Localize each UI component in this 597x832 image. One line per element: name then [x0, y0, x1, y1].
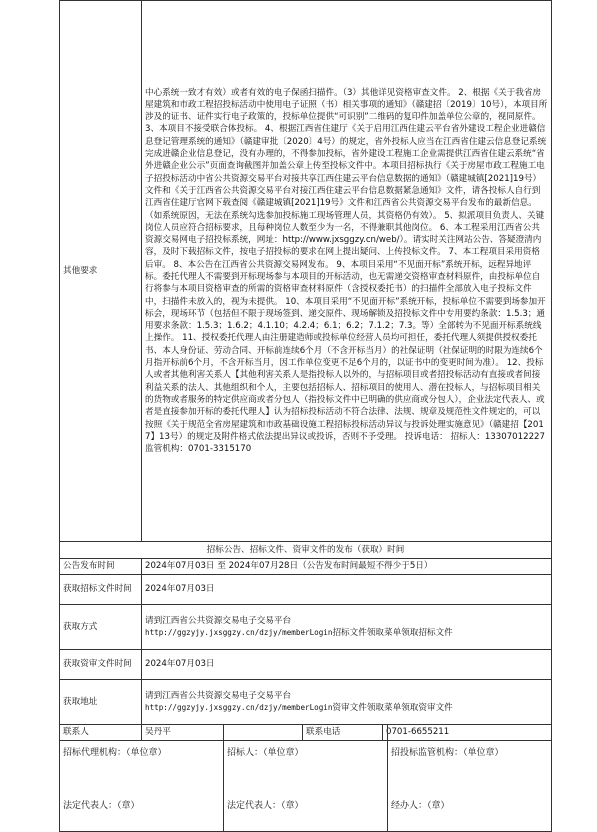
legal-rep-seal-2: 法定代表人：（章） — [224, 778, 388, 832]
prequal-addr-value — [142, 680, 552, 725]
section-header-row — [60, 542, 552, 559]
prequal-url-link[interactable]: http://ggzyjy.jxsggzy.cn/dzjy/memberLogin — [145, 703, 333, 712]
bid-doc-method-row — [60, 605, 552, 650]
phone-value: 0701-6655211 — [383, 725, 552, 741]
legal-rep-seal-1: 法定代表人：（章） — [60, 778, 224, 832]
prequal-time-value: 2024年07月03日 — [142, 650, 552, 680]
announcement-table — [59, 0, 552, 741]
prequal-addr-label: 获取地址 — [60, 680, 142, 725]
agency-seal: 招标代理机构：（单位章） — [60, 725, 224, 778]
bid-doc-method-suffix: 招标文件领取菜单领取招标文件 — [332, 628, 453, 638]
publish-time-label: 公告发布时间 — [60, 559, 142, 575]
signature-row-reps — [60, 778, 552, 832]
section-title: 招标公告、招标文件、资审文件的发布（获取）时间 — [60, 542, 552, 559]
prequal-addr-line2 — [145, 702, 548, 714]
bid-doc-url-link[interactable]: http://ggzyjy.jxsggzy.cn/dzjy/memberLogin — [145, 628, 333, 637]
bid-doc-method-line1: 请到江西省公共资源交易电子交易平台 — [145, 615, 292, 626]
phone-label: 联系电话 — [303, 725, 383, 741]
bid-doc-time-row — [60, 575, 552, 605]
prequal-addr-line1: 请到江西省公共资源交易电子交易平台 — [145, 690, 292, 701]
bid-doc-method-value — [142, 605, 552, 650]
contact-label: 联系人 — [60, 725, 142, 741]
bid-doc-time-value: 2024年07月03日 — [142, 575, 552, 605]
supervisor-seal: 招投标监管机构：（单位章） — [388, 725, 552, 778]
requirements-row — [60, 1, 552, 542]
prequal-time-label: 获取资审文件时间 — [60, 650, 142, 680]
bid-doc-method-label: 获取方式 — [60, 605, 142, 650]
contact-value: 吴丹平 — [142, 725, 303, 741]
bid-doc-method-line2 — [145, 627, 548, 639]
tenderer-seal: 招标人：（单位章） — [224, 725, 388, 778]
prequal-addr-suffix: 资审文件领取菜单领取资审文件 — [332, 703, 453, 713]
signature-row-seals — [60, 725, 552, 778]
requirements-text: 中心系统一致才有效）或者有效的电子保函扫描件。（3）其他详见资格审查文件。 2、根据《关于我省房屋建筑和市政工程招投标活动中使用电子证照（书）相关事项的通知》（赣建招〔2019〕10号），本项目所涉及的证书、证件实行电子政策的，投标单位提供“可识别”二维码的复印件加盖单位公章的，视同原件。 3、本项目不接受联合体投标。 4、根据江西省住建厅《关于启用江西住建云平台省外建设工程企业进赣信息登记管理系统的通知》（赣建审批〔2020〕4号）的规定，省外投标人应当在江西省住建云信息登记系统完成进赣企业信息登记，没有办理的，不得参加投标，省外建设工程施工企业需提供江西省住建云系统“省外进赣企业公示”页面查询截图并加盖公章上传至投标文件中。本项目招标执行《关于房屋市政工程施工电子招投标活动中省公共资源交易平台对接共享江西住建云平台信息数据的通知》（赣建城镇[2021]19号）文件和《关于江西省公共资源交易平台对接江西住建云平台信息数据紧急通知》文件，请各投标人自行到江西省住建厅官网下载查阅《赣建城镇[2021]19号》文件和江西省公共资源交易平台发布的最新信息。（如系统原因，无法在系统勾选参加投标施工现场管理人员，其资格仍有效）。 5、拟派项目负责人、关键岗位人员应符合招标要求，且每种岗位人数至少为一名，不得兼职其他岗位。 6、本工程采用江西省公共资源交易网电子招投标系统，网址：http://www.jxsggzy.cn/web/）。请实时关注网站公告、答疑澄清内容，及时下载招标文件，按电子招投标的要求在网上提出疑问、上传投标文件。 7、本工程项目采用资格后审。 8、本公告在江西省公共资源交易网发布。 9、本项目采用“不见面开标”系统开标，远程异地评标。委托代理人不需要到开标现场参与本项目的开标活动，也无需递交资格审查材料原件，由投标单位自行将参与本项目资格审查的所需的资格审查材料原件（含授权委托书）的扫描件全部放入电子投标文件中，扫描件未放入的，视为未提供。 10、本项目采用“不见面开标”系统开标，投标单位不需要到场参加开标会，现场环节（包括但不限于现场签到、递交原件、现场解锁及招投标文件中专用要约条款：1.5.3；通用要求条款：1.5.3；1.6.2；4.1.10；4.2.4；6.1；6.2；7.1.2；7.3。等）全部转为不见面开标系统线上操作。 11、授权委托代理人由注册建造师或投标单位经营人员均可担任，委托代理人须提供授权委托书、本人身份证、劳动合同、开标前连续6个月（不含开标当月）的社保证明（社保证明的时限为连续6个月指开标前6个月，不含开标当月，因工作单位变更不足6个月的，以证书中的变更时间为准）。 12、投标人或者其他利害关系人【其他利害关系人是指投标人以外的，与招标项目或者招投标活动有直接或者间接利益关系的法人、其他组织和个人，主要包括招标人、招标项目的使用人、潜在投标人，与招标项目相关的货物或者服务的特定供应商或者分包人（指投标文件中已明确的供应商或分包人），企业法定代表人、或者是直接参加开标的委托代理人】认为招标投标活动不符合法律、法规、规章及规范性文件规定的，可以按照《关于规范全省房屋建筑和市政基础设施工程招标投标活动异议与投诉处理实施意见》（赣建招【2017】13号）的规定及附件格式依法提出异议或投诉，否则不予受理。 投诉电话： 招标人：13307012227 监管机构：0701-3315170 — [142, 1, 552, 542]
handler-seal: 经办人：（章） — [388, 778, 552, 832]
bid-doc-time-label: 获取招标文件时间 — [60, 575, 142, 605]
publish-time-value: 2024年07月03日 至 2024年07月28日（公告发布时间最短不得少于5日） — [142, 559, 552, 575]
publish-time-row — [60, 559, 552, 575]
signature-table — [59, 725, 552, 832]
requirements-label: 其他要求 — [60, 1, 142, 542]
prequal-addr-row — [60, 680, 552, 725]
prequal-time-row — [60, 650, 552, 680]
